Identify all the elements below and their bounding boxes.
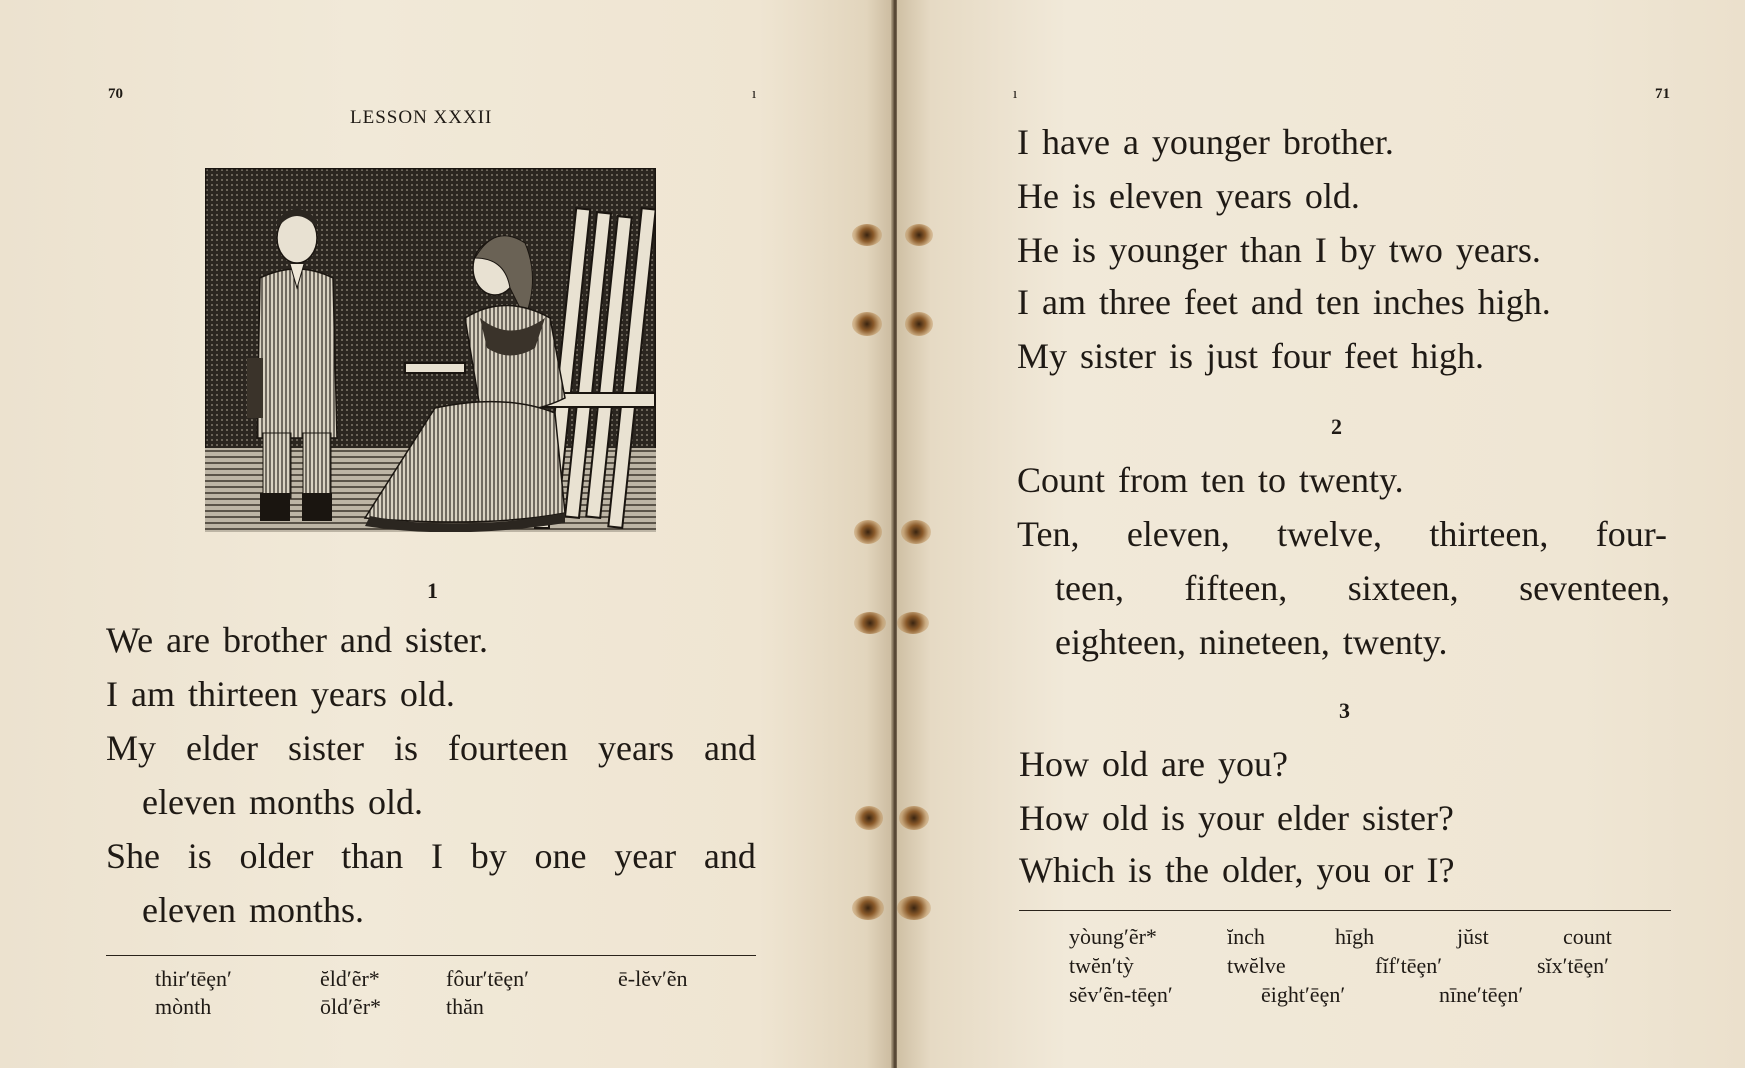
vocab-word: hīgh: [1335, 924, 1375, 949]
word: than: [341, 836, 404, 876]
text-line: Which is the older, you or I?: [1019, 850, 1455, 890]
vocab-word: thăn: [446, 994, 484, 1019]
text-line: [106, 730, 756, 766]
text-line: eleven months.: [142, 890, 364, 930]
word: sister: [288, 728, 364, 768]
text-line: My sister is just four feet high.: [1017, 336, 1484, 376]
binding-stain: [897, 612, 929, 634]
word: My: [106, 728, 157, 768]
word: fifteen,: [1184, 568, 1288, 608]
page-number-right: 71: [1655, 86, 1670, 102]
binding-stain: [905, 224, 933, 246]
word: is: [187, 836, 212, 876]
word: and: [703, 728, 756, 768]
vocab-word: ĕld′ẽr*: [320, 966, 380, 991]
binding-stain: [855, 806, 883, 830]
text-line: Count from ten to twenty.: [1017, 460, 1404, 500]
binding-stain: [897, 896, 931, 920]
binding-stain: [854, 612, 886, 634]
text-line: [1055, 570, 1670, 606]
vocab-word: fĭf′tēȩn′: [1375, 953, 1443, 978]
vocab-word: fôur′tēȩn′: [446, 966, 529, 991]
section-number-1: 1: [427, 578, 438, 603]
binding-stain: [852, 312, 882, 336]
word: Ten,: [1017, 514, 1080, 554]
word: eleven,: [1126, 514, 1230, 554]
word: year: [614, 836, 677, 876]
binding-stain: [854, 520, 882, 544]
word: by: [470, 836, 507, 876]
word: teen,: [1055, 568, 1124, 608]
divider-rule: [106, 955, 756, 956]
text-line: I have a younger brother.: [1017, 122, 1394, 162]
vocab-word: sĭx′tēȩn′: [1537, 953, 1609, 978]
vocab-word: jŭst: [1457, 924, 1489, 949]
text-line: [1017, 516, 1667, 552]
word: fourteen: [448, 728, 568, 768]
word: one: [534, 836, 587, 876]
vocab-word: ĭnch: [1227, 924, 1265, 949]
text-line: I am three feet and ten inches high.: [1017, 282, 1551, 322]
vocab-word: sĕv′ẽn-tēȩn′: [1069, 982, 1173, 1007]
page-mark-right: ı: [1013, 86, 1018, 102]
section-number-3: 3: [1339, 698, 1350, 723]
vocab-word: ē-lĕv′ẽn: [618, 966, 688, 991]
text-line: [106, 838, 756, 874]
word: twelve,: [1277, 514, 1383, 554]
word: seventeen,: [1519, 568, 1670, 608]
word: I: [430, 836, 443, 876]
vocab-word: mònth: [155, 994, 212, 1019]
vocab-word: twĕlve: [1227, 953, 1286, 978]
text-line: How old is your elder sister?: [1019, 798, 1454, 838]
binding-stain: [899, 806, 929, 830]
word: is: [394, 728, 419, 768]
binding-stain: [901, 520, 931, 544]
binding-stain: [852, 224, 882, 246]
word: and: [703, 836, 756, 876]
word: thirteen,: [1429, 514, 1549, 554]
text-line: How old are you?: [1019, 744, 1288, 784]
page-number-left: 70: [108, 86, 123, 102]
page-mark-left: ı: [752, 86, 757, 102]
lesson-illustration: [205, 168, 656, 532]
text-line: We are brother and sister.: [106, 620, 488, 660]
word: years: [598, 728, 674, 768]
text-line: He is eleven years old.: [1017, 176, 1360, 216]
vocab-word: yòung′ẽr*: [1069, 924, 1157, 949]
vocab-word: count: [1563, 924, 1612, 949]
word: elder: [186, 728, 258, 768]
text-line: I am thirteen years old.: [106, 674, 455, 714]
text-line: eighteen, nineteen, twenty.: [1055, 622, 1448, 662]
divider-rule: [1019, 910, 1671, 911]
text-line: eleven months old.: [142, 782, 423, 822]
vocab-word: ōld′ẽr*: [320, 994, 382, 1019]
section-number-2: 2: [1331, 414, 1342, 439]
right-page: [897, 0, 1745, 1068]
binding-stain: [905, 312, 933, 336]
vocab-word: thir′tēȩn′: [155, 966, 232, 991]
word: older: [239, 836, 314, 876]
binding-stain: [852, 896, 884, 920]
lesson-title: LESSON XXXII: [350, 107, 493, 128]
word: She: [106, 836, 160, 876]
vocab-word: nīne′tēȩn′: [1439, 982, 1524, 1007]
word: four-: [1595, 514, 1667, 554]
vocab-word: ēight′ēȩn′: [1261, 982, 1346, 1007]
text-line: He is younger than I by two years.: [1017, 230, 1541, 270]
word: sixteen,: [1347, 568, 1459, 608]
vocab-word: twĕn′tỳ: [1069, 953, 1134, 978]
